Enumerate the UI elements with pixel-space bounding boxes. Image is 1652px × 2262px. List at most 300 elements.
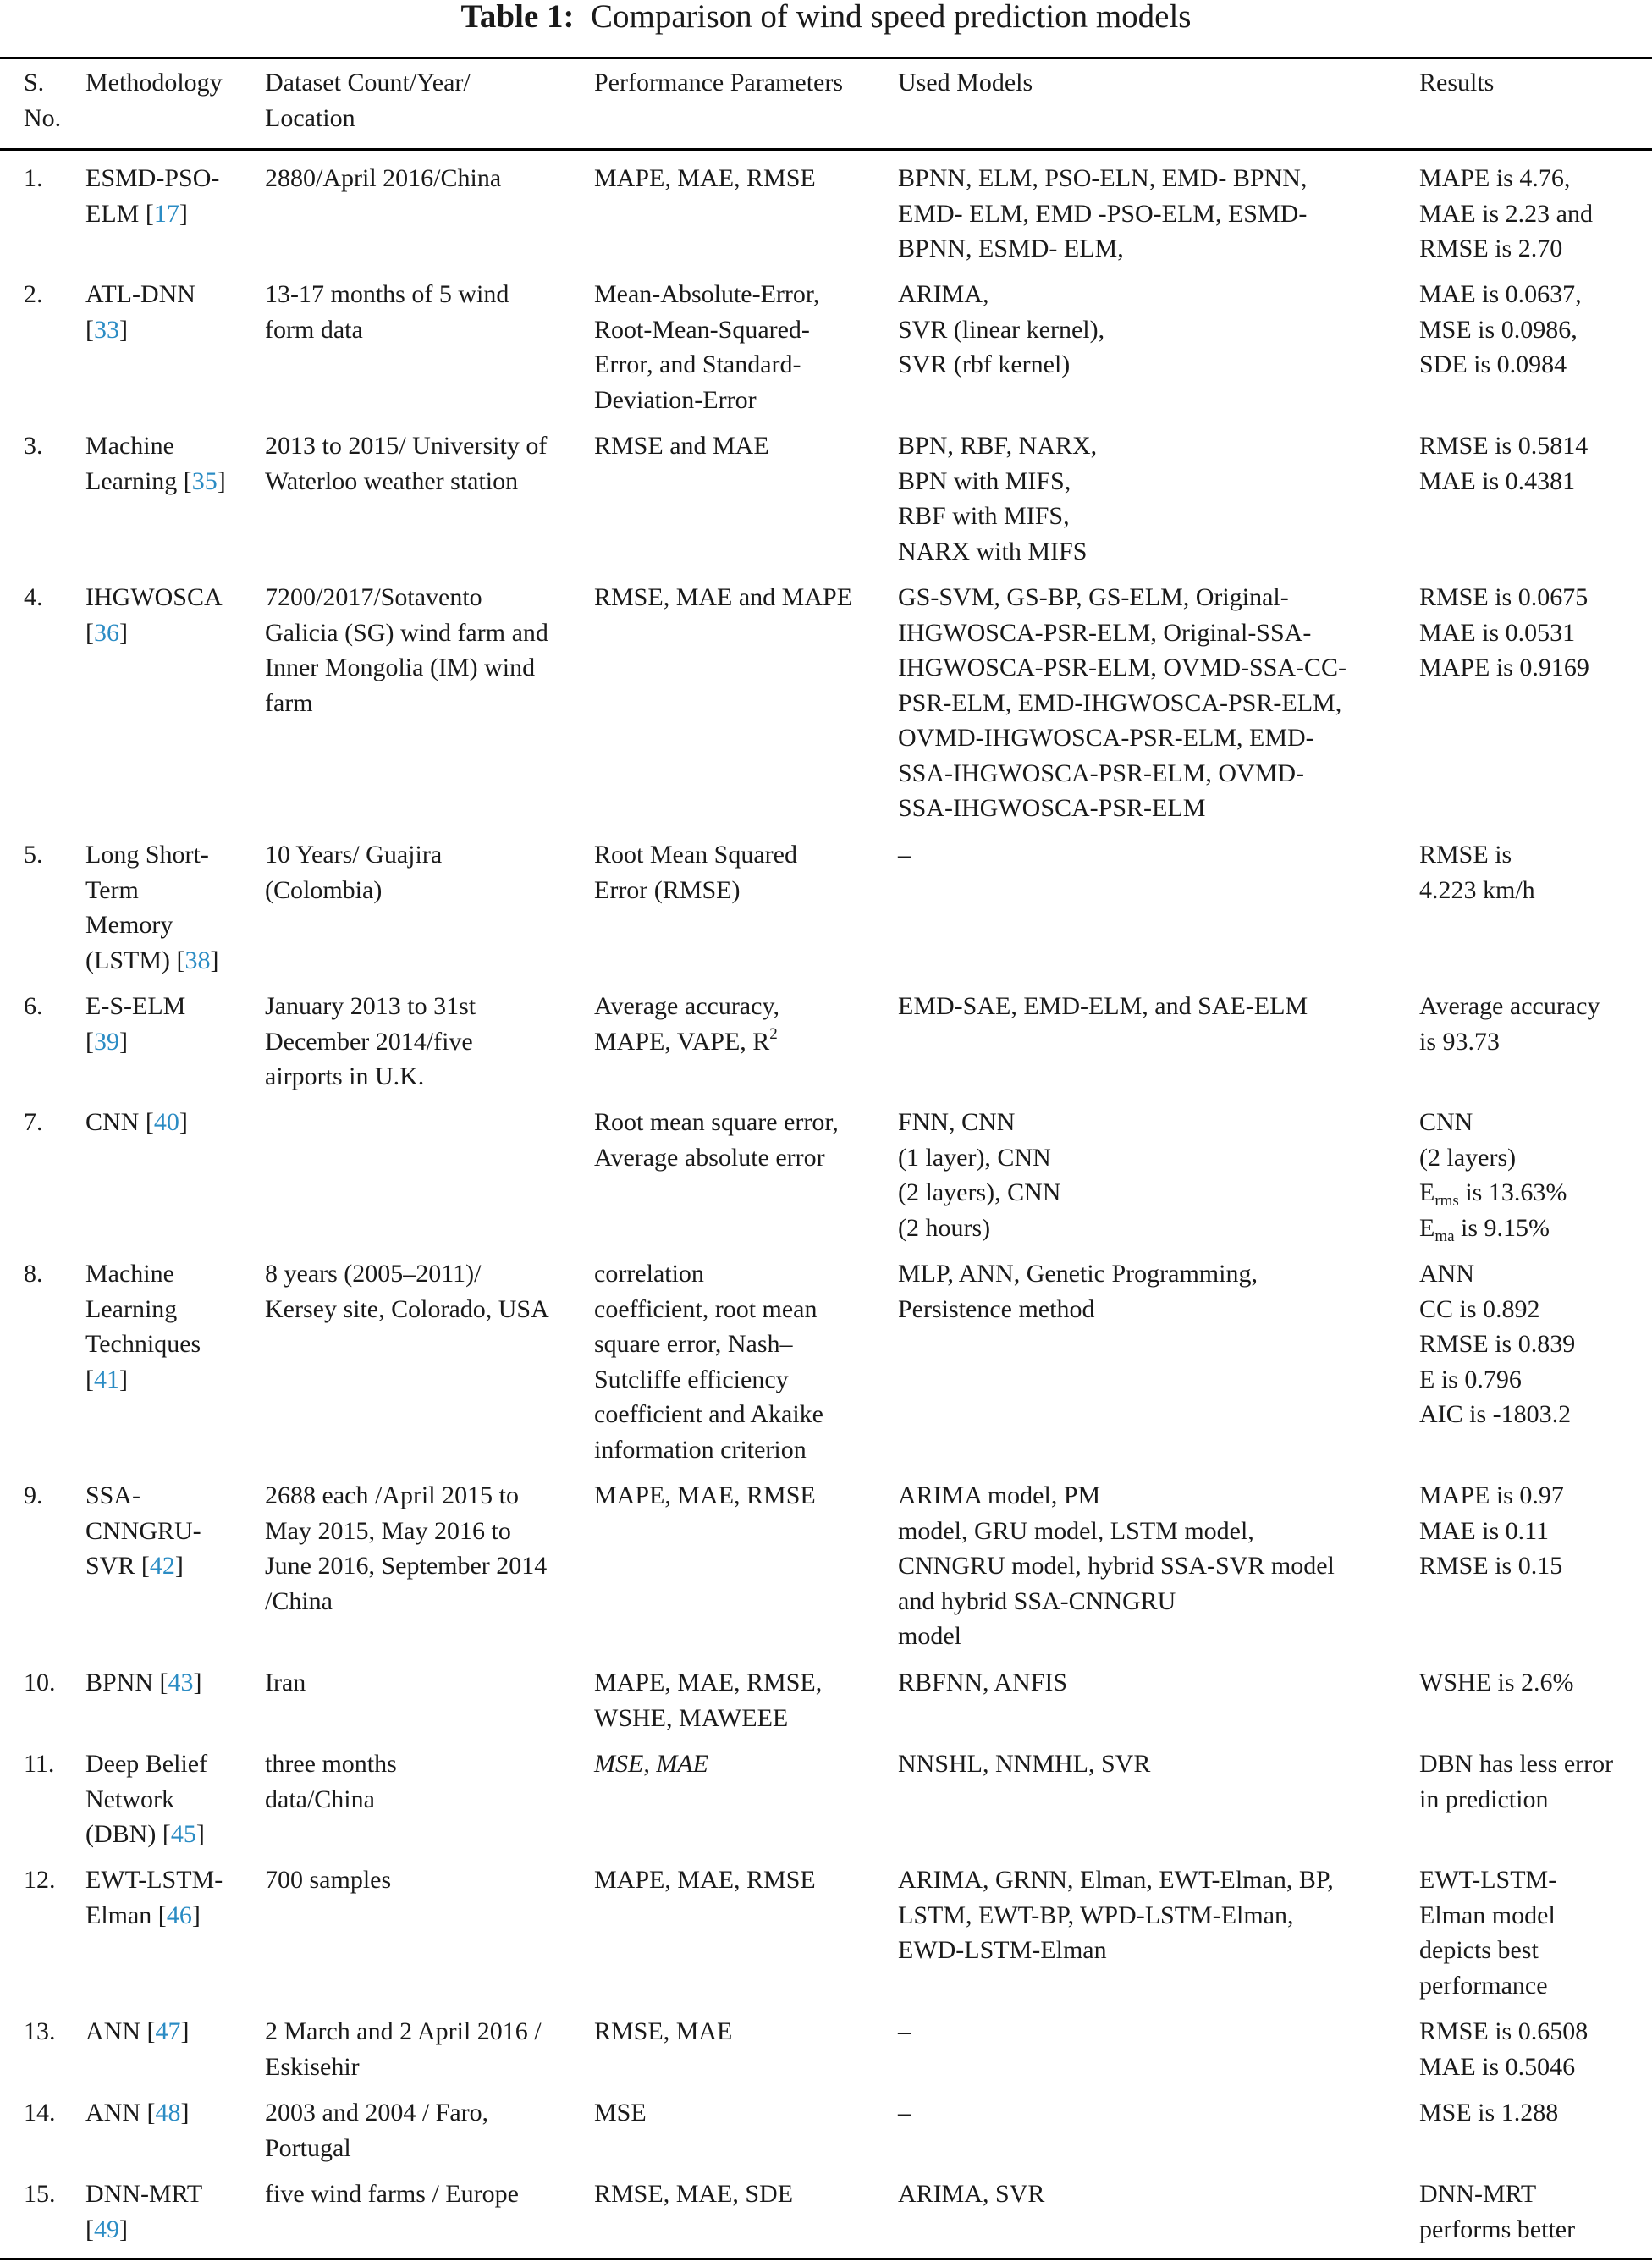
cell-line: Average absolute error xyxy=(594,1143,825,1172)
cell-line: RBF with MIFS, xyxy=(898,502,1070,530)
cell-dataset xyxy=(265,277,573,347)
cell-line: model, GRU model, LSTM model, xyxy=(898,1516,1254,1545)
cell-performance xyxy=(594,1862,899,1898)
cell-sno xyxy=(24,1256,83,1292)
cell-performance xyxy=(594,1478,899,1514)
cell-line: MAPE, MAE, RMSE xyxy=(594,1481,816,1509)
cell-line: BPN, RBF, NARX, xyxy=(898,432,1098,460)
reference-link[interactable]: 35 xyxy=(191,466,218,495)
cell-models xyxy=(898,580,1406,826)
bottom-rule xyxy=(0,2258,1652,2260)
cell-line: 7. xyxy=(24,1108,43,1136)
cell-line: EWT-LSTM- xyxy=(85,1866,223,1894)
cell-line: 8. xyxy=(24,1260,43,1288)
cell-line: E is 0.796 xyxy=(1419,1365,1522,1393)
cell-line: 14. xyxy=(24,2099,56,2127)
cell-methodology xyxy=(85,277,262,347)
cell-line: – xyxy=(898,2099,911,2127)
cell-line: Machine xyxy=(85,432,174,460)
reference-link[interactable]: 47 xyxy=(155,2017,181,2045)
cell-sno xyxy=(24,1665,83,1701)
cell-line: Kersey site, Colorado, USA xyxy=(265,1294,549,1323)
cell-performance xyxy=(594,1746,899,1782)
cell-dataset xyxy=(265,1746,573,1817)
cell-dataset xyxy=(265,837,573,908)
cell-line: RBFNN, ANFIS xyxy=(898,1669,1068,1696)
reference-link[interactable]: 45 xyxy=(170,1820,196,1848)
cell-line: ARIMA, xyxy=(898,280,989,308)
cell-line: 2880/April 2016/China xyxy=(265,164,502,192)
cell-line: Term xyxy=(85,875,139,904)
cell-models xyxy=(898,2176,1406,2212)
cell-performance xyxy=(594,989,899,1059)
cell-dataset xyxy=(265,2014,573,2084)
cell-line: ESMD-PSO- xyxy=(85,164,220,192)
cell-methodology xyxy=(85,580,262,650)
cell-line: Galicia (SG) wind farm and xyxy=(265,618,548,647)
cell-models xyxy=(898,1746,1406,1782)
cell-methodology xyxy=(85,837,262,978)
cell-line: SSA-IHGWOSCA-PSR-ELM, OVMD- xyxy=(898,759,1305,787)
cell-line: SVR (rbf kernel) xyxy=(898,350,1071,378)
cell-line: Long Short- xyxy=(85,841,209,869)
cell-line: OVMD-IHGWOSCA-PSR-ELM, EMD- xyxy=(898,724,1314,752)
header-rule xyxy=(0,148,1652,151)
cell-line: Root Mean Squared xyxy=(594,841,797,869)
cell-line: ELM [17] xyxy=(85,199,188,228)
cell-dataset xyxy=(265,989,573,1095)
cell-line: BPNN, ESMD- ELM, xyxy=(898,234,1124,262)
cell-line: IHGWOSCA-PSR-ELM, OVMD-SSA-CC- xyxy=(898,654,1347,681)
cell-results xyxy=(1419,1105,1649,1245)
cell-line: Learning [35] xyxy=(85,466,226,495)
cell-line: MAE is 0.0637, xyxy=(1419,280,1582,308)
cell-performance xyxy=(594,161,899,196)
reference-link[interactable]: 41 xyxy=(94,1365,119,1393)
reference-link[interactable]: 42 xyxy=(149,1552,175,1580)
cell-line: $E_{rms}$ is 13.63% xyxy=(1419,1178,1567,1210)
cell-line: three months xyxy=(265,1750,397,1778)
cell-line: MAPE, VAPE, $R^2$ xyxy=(594,1024,778,1056)
cell-sno xyxy=(24,277,83,312)
cell-line: RMSE is 0.5814 xyxy=(1419,432,1589,460)
cell-line: June 2016, September 2014 xyxy=(265,1552,548,1580)
cell-line: CC is 0.892 xyxy=(1419,1294,1540,1323)
cell-line: (1 layer), CNN xyxy=(898,1143,1051,1172)
cell-line: /China xyxy=(265,1586,333,1615)
cell-line: ATL-DNN xyxy=(85,280,195,308)
cell-line: MLP, ANN, Genetic Programming, xyxy=(898,1260,1258,1288)
cell-line: BPNN [43] xyxy=(85,1669,202,1696)
cell-line: FNN, CNN xyxy=(898,1108,1016,1136)
cell-results xyxy=(1419,428,1649,499)
cell-models xyxy=(898,989,1406,1024)
cell-performance xyxy=(594,428,899,464)
cell-line: MSE is 1.288 xyxy=(1419,2099,1559,2127)
cell-line: Learning xyxy=(85,1294,178,1323)
cell-line: 15. xyxy=(24,2180,56,2208)
cell-dataset xyxy=(265,2095,573,2165)
cell-line: information criterion xyxy=(594,1435,807,1464)
reference-link[interactable]: 49 xyxy=(94,2215,119,2243)
cell-line: December 2014/five xyxy=(265,1027,473,1056)
cell-line: MAE is 0.11 xyxy=(1419,1516,1550,1545)
cell-sno xyxy=(24,1478,83,1514)
cell-line: is 93.73 xyxy=(1419,1027,1501,1056)
cell-sno xyxy=(24,1105,83,1140)
cell-line: 12. xyxy=(24,1866,56,1894)
cell-sno xyxy=(24,1746,83,1782)
reference-link[interactable]: 40 xyxy=(153,1108,179,1136)
cell-line: Eskisehir xyxy=(265,2052,360,2081)
cell-line: farm xyxy=(265,688,313,717)
cell-line: BPN with MIFS, xyxy=(898,466,1071,495)
reference-link[interactable]: 48 xyxy=(155,2099,181,2127)
cell-line: (2 hours) xyxy=(898,1213,991,1242)
cell-line: [33] xyxy=(85,315,128,344)
cell-line: Root-Mean-Squared- xyxy=(594,315,810,344)
cell-line: Error, and Standard- xyxy=(594,350,801,378)
cell-line: (Colombia) xyxy=(265,875,383,904)
cell-line: IHGWOSCA xyxy=(85,583,223,611)
cell-line: ARIMA, SVR xyxy=(898,2180,1045,2208)
cell-line: 7200/2017/Sotavento xyxy=(265,583,482,611)
cell-line: Error (RMSE) xyxy=(594,875,741,904)
cell-line: MAE is 2.23 and xyxy=(1419,199,1593,228)
cell-line: 2 March and 2 April 2016 / xyxy=(265,2017,542,2045)
cell-line: Machine xyxy=(85,1260,174,1288)
cell-models xyxy=(898,428,1406,569)
cell-methodology xyxy=(85,2014,262,2050)
cell-line: BPNN, ELM, PSO-ELN, EMD- BPNN, xyxy=(898,164,1308,192)
header-performance: Performance Parameters xyxy=(594,69,844,97)
cell-line: 8 years (2005–2011)/ xyxy=(265,1260,482,1288)
cell-sno xyxy=(24,580,83,615)
cell-methodology xyxy=(85,1105,262,1140)
cell-line: and hybrid SSA-CNNGRU xyxy=(898,1586,1176,1615)
cell-performance xyxy=(594,580,899,615)
cell-line: ANN [48] xyxy=(85,2099,190,2127)
cell-methodology xyxy=(85,1256,262,1397)
cell-line: performance xyxy=(1419,1971,1548,2000)
header-methodology: Methodology xyxy=(85,69,223,97)
cell-methodology xyxy=(85,2176,262,2247)
cell-line: performs better xyxy=(1419,2215,1576,2243)
cell-line: form data xyxy=(265,315,363,344)
cell-models xyxy=(898,1862,1406,1968)
cell-methodology xyxy=(85,2095,262,2131)
cell-line: MSE is 0.0986, xyxy=(1419,315,1578,344)
cell-line: Average accuracy, xyxy=(594,992,779,1020)
cell-models xyxy=(898,1665,1406,1701)
cell-line: NNSHL, NNMHL, SVR xyxy=(898,1750,1151,1778)
cell-line: MSE xyxy=(594,2099,647,2127)
cell-results xyxy=(1419,989,1649,1059)
cell-line: EWD-LSTM-Elman xyxy=(898,1936,1107,1964)
cell-line: SVR (linear kernel), xyxy=(898,315,1105,344)
cell-performance xyxy=(594,1665,899,1735)
cell-performance xyxy=(594,2176,899,2212)
cell-line: RMSE is 0.6508 xyxy=(1419,2017,1589,2045)
cell-line: GS-SVM, GS-BP, GS-ELM, Original- xyxy=(898,583,1289,611)
cell-sno xyxy=(24,428,83,464)
cell-line xyxy=(594,1746,899,1782)
reference-link[interactable]: 38 xyxy=(184,946,211,974)
cell-line: MAPE, MAE, RMSE xyxy=(594,1866,816,1894)
cell-line: data/China xyxy=(265,1785,375,1813)
cell-line: SVR [42] xyxy=(85,1552,184,1580)
cell-performance xyxy=(594,2095,899,2131)
superscript: 2 xyxy=(769,1024,778,1043)
cell-line: coefficient and Akaike xyxy=(594,1400,823,1428)
cell-line: – xyxy=(898,841,911,869)
cell-line: 3. xyxy=(24,432,43,460)
cell-line: 6. xyxy=(24,992,43,1020)
cell-line: 2013 to 2015/ University of xyxy=(265,432,548,460)
cell-line: SDE is 0.0984 xyxy=(1419,350,1567,378)
cell-sno xyxy=(24,1862,83,1898)
cell-line: Mean-Absolute-Error, xyxy=(594,280,820,308)
cell-methodology xyxy=(85,161,262,231)
cell-dataset xyxy=(265,1256,573,1327)
cell-results xyxy=(1419,1478,1649,1584)
cell-performance xyxy=(594,2014,899,2050)
reference-link[interactable]: 33 xyxy=(94,315,119,344)
cell-line: SSA- xyxy=(85,1481,141,1509)
cell-line: Iran xyxy=(265,1669,306,1696)
cell-line: Elman model xyxy=(1419,1901,1556,1929)
cell-line: 9. xyxy=(24,1481,43,1509)
cell-line: MAE is 0.5046 xyxy=(1419,2052,1576,2081)
cell-line: MAE is 0.0531 xyxy=(1419,618,1576,647)
cell-line: (LSTM) [38] xyxy=(85,946,219,974)
cell-methodology xyxy=(85,1746,262,1852)
cell-line: 1. xyxy=(24,164,43,192)
cell-results xyxy=(1419,277,1649,383)
cell-line: RMSE and MAE xyxy=(594,432,769,460)
cell-line: ARIMA model, PM xyxy=(898,1481,1101,1509)
cell-line: depicts best xyxy=(1419,1936,1539,1964)
reference-link[interactable]: 43 xyxy=(168,1669,194,1696)
cell-line: 5. xyxy=(24,841,43,869)
cell-line: CNN xyxy=(1419,1108,1473,1136)
cell-line: Waterloo weather station xyxy=(265,466,519,495)
cell-line: 4. xyxy=(24,583,43,611)
cell-sno xyxy=(24,161,83,196)
cell-line: DBN has less error xyxy=(1419,1750,1614,1778)
cell-line: Deep Belief xyxy=(85,1750,208,1778)
cell-dataset xyxy=(265,1862,573,1898)
cell-line: EMD-SAE, EMD-ELM, and SAE-ELM xyxy=(898,992,1308,1020)
cell-performance xyxy=(594,1105,899,1175)
cell-results xyxy=(1419,161,1649,267)
cell-models xyxy=(898,161,1406,267)
cell-dataset xyxy=(265,2176,573,2212)
cell-line: CNNGRU model, hybrid SSA-SVR model xyxy=(898,1552,1335,1580)
top-rule xyxy=(0,57,1652,59)
cell-line: 10. xyxy=(24,1669,56,1696)
cell-results xyxy=(1419,580,1649,686)
cell-results xyxy=(1419,1256,1649,1432)
cell-line: DNN-MRT xyxy=(1419,2180,1537,2208)
cell-line: 2003 and 2004 / Faro, xyxy=(265,2099,489,2127)
cell-performance xyxy=(594,1256,899,1467)
header-sno: S. No. xyxy=(24,69,62,132)
cell-line: (2 layers) xyxy=(1419,1143,1517,1172)
cell-line: 4.223 km/h xyxy=(1419,875,1535,904)
cell-line: MAPE is 0.9169 xyxy=(1419,654,1589,681)
cell-sno xyxy=(24,2176,83,2212)
cell-line: 2. xyxy=(24,280,43,308)
cell-line: IHGWOSCA-PSR-ELM, Original-SSA- xyxy=(898,618,1312,647)
header-dataset: Dataset Count/Year/ Location xyxy=(265,69,471,132)
cell-line: MAE is 0.4381 xyxy=(1419,466,1576,495)
cell-line: AIC is -1803.2 xyxy=(1419,1400,1572,1428)
cell-performance xyxy=(594,277,899,417)
cell-line: NARX with MIFS xyxy=(898,537,1088,566)
cell-line: (DBN) [45] xyxy=(85,1820,205,1848)
cell-line: RMSE is 0.15 xyxy=(1419,1552,1563,1580)
cell-line: ARIMA, GRNN, Elman, EWT-Elman, BP, xyxy=(898,1866,1334,1894)
cell-line: coefficient, root mean xyxy=(594,1294,818,1323)
header-results: Results xyxy=(1419,69,1495,97)
cell-dataset xyxy=(265,161,573,196)
cell-line: Average accuracy xyxy=(1419,992,1600,1020)
cell-line: Memory xyxy=(85,911,173,939)
cell-methodology xyxy=(85,428,262,499)
cell-sno xyxy=(24,989,83,1024)
cell-line: square error, Nash– xyxy=(594,1330,793,1358)
cell-line: E-S-ELM xyxy=(85,992,186,1020)
cell-line: MAPE, MAE, RMSE, xyxy=(594,1669,823,1696)
cell-line: DNN-MRT xyxy=(85,2180,203,2208)
cell-line: airports in U.K. xyxy=(265,1062,425,1090)
cell-dataset xyxy=(265,1665,573,1701)
cell-performance xyxy=(594,837,899,908)
cell-models xyxy=(898,277,1406,383)
cell-line: 2688 each /April 2015 to xyxy=(265,1481,519,1509)
cell-line: MAPE is 0.97 xyxy=(1419,1481,1564,1509)
cell-sno xyxy=(24,2014,83,2050)
cell-results xyxy=(1419,837,1649,908)
cell-models xyxy=(898,2014,1406,2050)
cell-results xyxy=(1419,1665,1649,1701)
cell-line: (2 layers), CNN xyxy=(898,1178,1061,1206)
cell-line: 700 samples xyxy=(265,1866,392,1894)
cell-line: 13-17 months of 5 wind xyxy=(265,280,509,308)
cell-line: [41] xyxy=(85,1365,128,1393)
cell-line: EWT-LSTM- xyxy=(1419,1866,1557,1894)
reference-link[interactable]: 39 xyxy=(94,1027,119,1056)
cell-results xyxy=(1419,2176,1649,2247)
cell-methodology xyxy=(85,1862,262,1933)
cell-line: RMSE, MAE and MAPE xyxy=(594,583,853,611)
cell-line: MAPE, MAE, RMSE xyxy=(594,164,816,192)
cell-line: WSHE, MAWEEE xyxy=(594,1703,789,1732)
cell-line: Elman [46] xyxy=(85,1901,201,1929)
cell-line: PSR-ELM, EMD-IHGWOSCA-PSR-ELM, xyxy=(898,688,1342,717)
cell-dataset xyxy=(265,1478,573,1619)
cell-line: RMSE, MAE, SDE xyxy=(594,2180,794,2208)
cell-line: 10 Years/ Guajira xyxy=(265,841,443,869)
cell-line: RMSE is xyxy=(1419,841,1512,869)
cell-line: 13. xyxy=(24,2017,56,2045)
caption-title: Comparison of wind speed prediction models xyxy=(591,0,1192,35)
cell-line: January 2013 to 31st xyxy=(265,992,476,1020)
cell-results xyxy=(1419,1862,1649,2003)
italic-text: MSE, MAE xyxy=(594,1750,708,1778)
cell-line: correlation xyxy=(594,1260,704,1288)
cell-results xyxy=(1419,2095,1649,2131)
cell-line: ANN xyxy=(1419,1260,1474,1288)
cell-dataset xyxy=(265,580,573,720)
caption-label: Table 1: xyxy=(460,0,575,35)
cell-line: [49] xyxy=(85,2215,128,2243)
cell-line: – xyxy=(898,2017,911,2045)
cell-sno xyxy=(24,2095,83,2131)
subscript: rms xyxy=(1434,1192,1459,1210)
cell-line: Root mean square error, xyxy=(594,1108,839,1136)
cell-dataset xyxy=(265,428,573,499)
subscript: ma xyxy=(1434,1227,1455,1245)
cell-line: May 2015, May 2016 to xyxy=(265,1516,511,1545)
cell-line: RMSE is 0.839 xyxy=(1419,1330,1576,1358)
cell-methodology xyxy=(85,1665,262,1701)
cell-models xyxy=(898,1105,1406,1245)
table-caption xyxy=(0,0,1652,34)
cell-models xyxy=(898,2095,1406,2131)
reference-link[interactable]: 17 xyxy=(153,199,179,228)
cell-results xyxy=(1419,1746,1649,1817)
cell-line: Sutcliffe efficiency xyxy=(594,1365,789,1393)
cell-line: ANN [47] xyxy=(85,2017,190,2045)
cell-line: CNNGRU- xyxy=(85,1516,201,1545)
cell-line: LSTM, EWT-BP, WPD-LSTM-Elman, xyxy=(898,1901,1294,1929)
cell-results xyxy=(1419,2014,1649,2084)
cell-line: [39] xyxy=(85,1027,128,1056)
cell-line: RMSE is 0.0675 xyxy=(1419,583,1589,611)
cell-line: MAPE is 4.76, xyxy=(1419,164,1571,192)
cell-line: in prediction xyxy=(1419,1785,1549,1813)
cell-line: $E_{ma}$ is 9.15% xyxy=(1419,1213,1550,1245)
reference-link[interactable]: 46 xyxy=(166,1901,192,1929)
cell-models xyxy=(898,837,1406,873)
cell-line: Techniques xyxy=(85,1330,201,1358)
cell-line: SSA-IHGWOSCA-PSR-ELM xyxy=(898,794,1206,822)
cell-line: 11. xyxy=(24,1750,55,1778)
cell-line: Portugal xyxy=(265,2133,351,2162)
cell-line: CNN [40] xyxy=(85,1108,188,1136)
cell-line: five wind farms / Europe xyxy=(265,2180,519,2208)
cell-models xyxy=(898,1256,1406,1327)
reference-link[interactable]: 36 xyxy=(94,618,119,647)
cell-methodology xyxy=(85,989,262,1059)
cell-methodology xyxy=(85,1478,262,1584)
cell-line: WSHE is 2.6% xyxy=(1419,1669,1574,1696)
cell-line: EMD- ELM, EMD -PSO-ELM, ESMD- xyxy=(898,199,1308,228)
cell-line: model xyxy=(898,1622,961,1650)
cell-line: RMSE is 2.70 xyxy=(1419,234,1563,262)
cell-sno xyxy=(24,837,83,873)
cell-line: Network xyxy=(85,1785,174,1813)
cell-line: Inner Mongolia (IM) wind xyxy=(265,654,536,681)
cell-line: [36] xyxy=(85,618,128,647)
cell-models xyxy=(898,1478,1406,1654)
header-models: Used Models xyxy=(898,69,1033,97)
cell-line: Deviation-Error xyxy=(594,385,757,414)
cell-line: Persistence method xyxy=(898,1294,1095,1323)
cell-line: RMSE, MAE xyxy=(594,2017,733,2045)
